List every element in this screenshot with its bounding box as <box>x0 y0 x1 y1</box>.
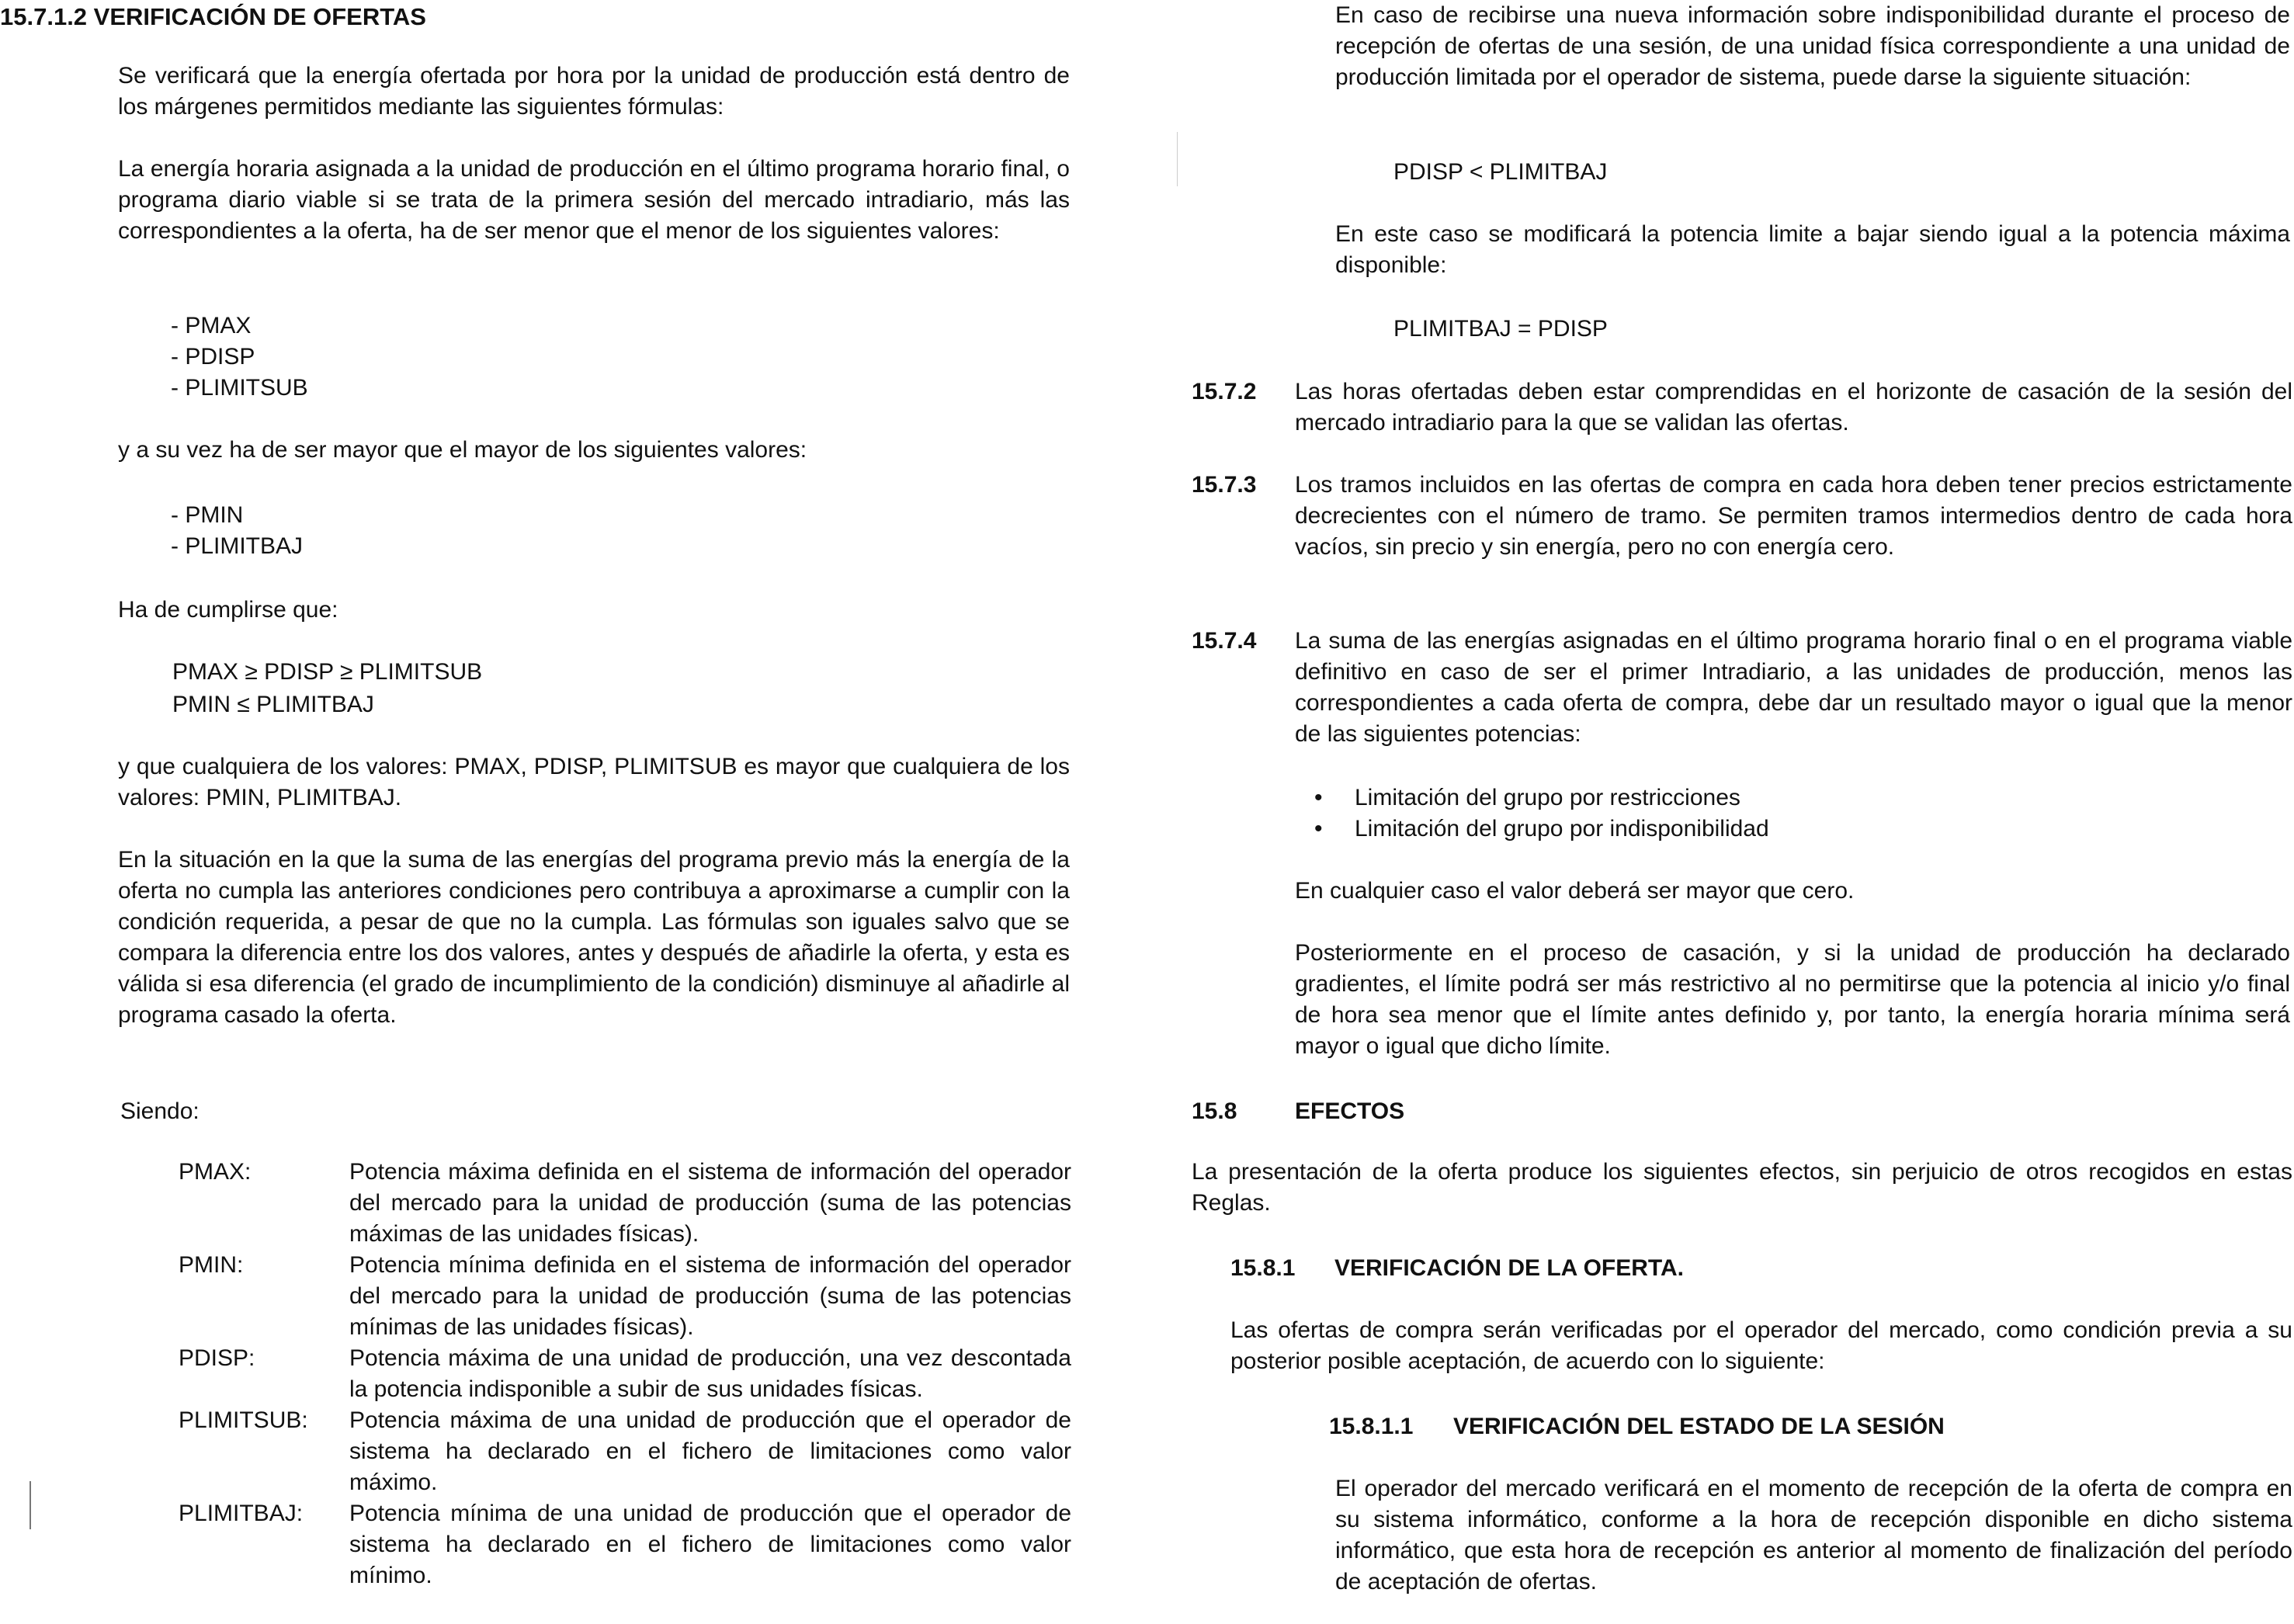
definition-term: PMIN: <box>179 1252 244 1278</box>
paragraph-any-value: y que cualquiera de los valores: PMAX, PDISP, PLIMITSUB es mayor que cualquiera de los valores: PMIN, PLIMITBAJ. <box>118 754 1070 810</box>
section-title-estado-sesion: VERIFICACIÓN DEL ESTADO DE LA SESIÓN <box>1453 1414 1945 1439</box>
section-title-efectos: EFECTOS <box>1295 1098 1405 1124</box>
scan-mark <box>29 1481 31 1529</box>
formula-plimitbaj-equals: PLIMITBAJ = PDISP <box>1393 316 1608 342</box>
definition-term: PMAX: <box>179 1159 252 1185</box>
list-item: • Limitación del grupo por indisponibilidad <box>1192 814 2292 845</box>
formula-pdisp-less: PDISP < PLIMITBAJ <box>1393 159 1608 185</box>
section-title-verificacion-oferta: VERIFICACIÓN DE LA OFERTA. <box>1334 1255 1684 1281</box>
bullet-list <box>1192 783 2292 845</box>
section-number-15-8: 15.8 <box>1192 1098 1237 1124</box>
definition-row <box>179 1250 1071 1343</box>
definition-term: PLIMITSUB: <box>179 1407 308 1433</box>
definition-text: Potencia mínima definida en el sistema de información del operador del mercado para la unidad de producción (suma de las potencias mínimas de las unidades físicas). <box>349 1252 1071 1340</box>
paragraph-situation: En la situación en la que la suma de las energías del programa previo más la energía de la oferta no cumpla las anteriores condiciones pero contribuya a aproximarse a cumplir con la condición requerida, a pesar de que no la cumpla. Las fórmulas son iguales salvo que se compara la diferencia entre los dos valores, antes y después de añadirle la oferta, y esta es válida si esa diferencia (el grado de incumplimiento de la condición) disminuye al añadirle al programa casado la oferta. <box>118 847 1070 1028</box>
paragraph-unavailability: En caso de recibirse una nueva información sobre indisponibilidad durante el proceso de recepción de ofertas de una sesión, de una unidad física correspondiente a una unidad de producción limitada por el operador de sistema, puede darse la siguiente situación: <box>1335 2 2290 90</box>
list-item: - PLIMITSUB <box>171 375 308 401</box>
section-text: La suma de las energías asignadas en el último programa horario final o en el programa viable definitivo en caso de ser el primer Intradiario, a las unidades de producción, menos las correspondientes a cada oferta de compra, debe dar un resultado mayor o igual que la menor de las siguientes potencias: <box>1295 628 2292 747</box>
definition-row <box>179 1498 1071 1591</box>
definition-row <box>179 1405 1071 1498</box>
section-number: 15.7.3 <box>1192 472 1257 498</box>
section-number: 15.7.4 <box>1192 628 1257 654</box>
paragraph-energy-condition: La energía horaria asignada a la unidad de producción en el último programa horario final, o programa diario viable si se trata de la primera sesión del mercado intradiario, más las correspondientes a la oferta, ha de ser menor que el menor de los siguientes valores: <box>118 156 1070 244</box>
paragraph-greater-zero: En cualquier caso el valor deberá ser mayor que cero. <box>1295 878 1855 904</box>
definitions-list <box>179 1157 1071 1591</box>
paragraph-must-comply: Ha de cumplirse que: <box>118 597 338 623</box>
section-15-7-2 <box>1192 377 2292 439</box>
list-item: - PMAX <box>171 313 252 338</box>
paragraph-session-state: El operador del mercado verificará en el momento de recepción de la oferta de compra en su sistema informático, conforme a la hora de recepción disponible en dicho sistema informático, que esta hora de recepción es anterior al momento de finalización del período de aceptación de ofertas. <box>1335 1476 2292 1595</box>
scan-mark <box>1177 132 1178 186</box>
paragraph-gradients: Posteriormente en el proceso de casación, y si la unidad de producción ha declarado gradientes, el límite podrá ser más restrictivo al no permitirse que la potencia al inicio y/o final de hora sea menor que el límite antes definido y, por tanto, la energía horaria mínima será mayor o igual que dicho límite. <box>1295 940 2290 1059</box>
definition-text: Potencia máxima definida en el sistema de información del operador del mercado para la unidad de producción (suma de las potencias máximas de las unidades físicas). <box>349 1159 1071 1247</box>
bullet-icon: • <box>1314 816 1323 841</box>
definition-text: Potencia máxima de una unidad de producción que el operador de sistema ha declarado en el fichero de limitaciones como valor máximo. <box>349 1407 1071 1495</box>
max-values-list <box>171 311 308 404</box>
paragraph-modify-limit: En este caso se modificará la potencia limite a bajar siendo igual a la potencia máxima disponible: <box>1335 221 2290 278</box>
section-number-15-8-1: 15.8.1 <box>1230 1255 1296 1281</box>
section-text: Las horas ofertadas deben estar comprendidas en el horizonte de casación de la sesión del mercado intradiario para la que se validan las ofertas. <box>1295 379 2292 435</box>
list-item: - PDISP <box>171 344 255 370</box>
definition-text: Potencia máxima de una unidad de producción, una vez descontada la potencia indisponible a subir de sus unidades físicas. <box>349 1345 1071 1402</box>
paragraph-intro: Se verificará que la energía ofertada por hora por la unidad de producción está dentro de los márgenes permitidos mediante las siguientes fórmulas: <box>118 63 1070 120</box>
section-15-7-4 <box>1192 626 2292 750</box>
section-number: 15.7.2 <box>1192 379 1257 404</box>
formula-min: PMIN ≤ PLIMITBAJ <box>172 692 374 717</box>
bullet-icon: • <box>1314 785 1323 810</box>
list-item: - PLIMITBAJ <box>171 533 304 559</box>
section-text: Los tramos incluidos en las ofertas de compra en cada hora deben tener precios estrictamente decrecientes con el número de tramo. Se permiten tramos intermedios dentro de cada hora vacíos, sin precio y sin energía, pero no con energía cero. <box>1295 472 2292 560</box>
definition-row <box>179 1157 1071 1250</box>
paragraph-siendo: Siendo: <box>120 1098 200 1124</box>
paragraph-greater-than: y a su vez ha de ser mayor que el mayor de los siguientes valores: <box>118 437 807 463</box>
list-item: - PMIN <box>171 502 244 528</box>
definition-text: Potencia mínima de una unidad de producción que el operador de sistema ha declarado en el fichero de limitaciones como valor mínimo. <box>349 1501 1071 1588</box>
definition-term: PDISP: <box>179 1345 255 1371</box>
section-heading-15-7-1-2: 15.7.1.2 VERIFICACIÓN DE OFERTAS <box>0 3 426 30</box>
paragraph-purchase-offers: Las ofertas de compra serán verificadas por el operador del mercado, como condición previa a su posterior posible aceptación, de acuerdo con lo siguiente: <box>1230 1317 2292 1374</box>
section-15-7-3 <box>1192 470 2292 563</box>
section-number-15-8-1-1: 15.8.1.1 <box>1329 1414 1414 1439</box>
definition-row <box>179 1343 1071 1405</box>
paragraph-effects: La presentación de la oferta produce los siguientes efectos, sin perjuicio de otros recogidos en estas Reglas. <box>1192 1159 2292 1216</box>
min-values-list <box>171 500 303 562</box>
list-item: • Limitación del grupo por restricciones <box>1192 783 2292 814</box>
formula-max: PMAX ≥ PDISP ≥ PLIMITSUB <box>172 659 483 685</box>
definition-term: PLIMITBAJ: <box>179 1501 304 1526</box>
